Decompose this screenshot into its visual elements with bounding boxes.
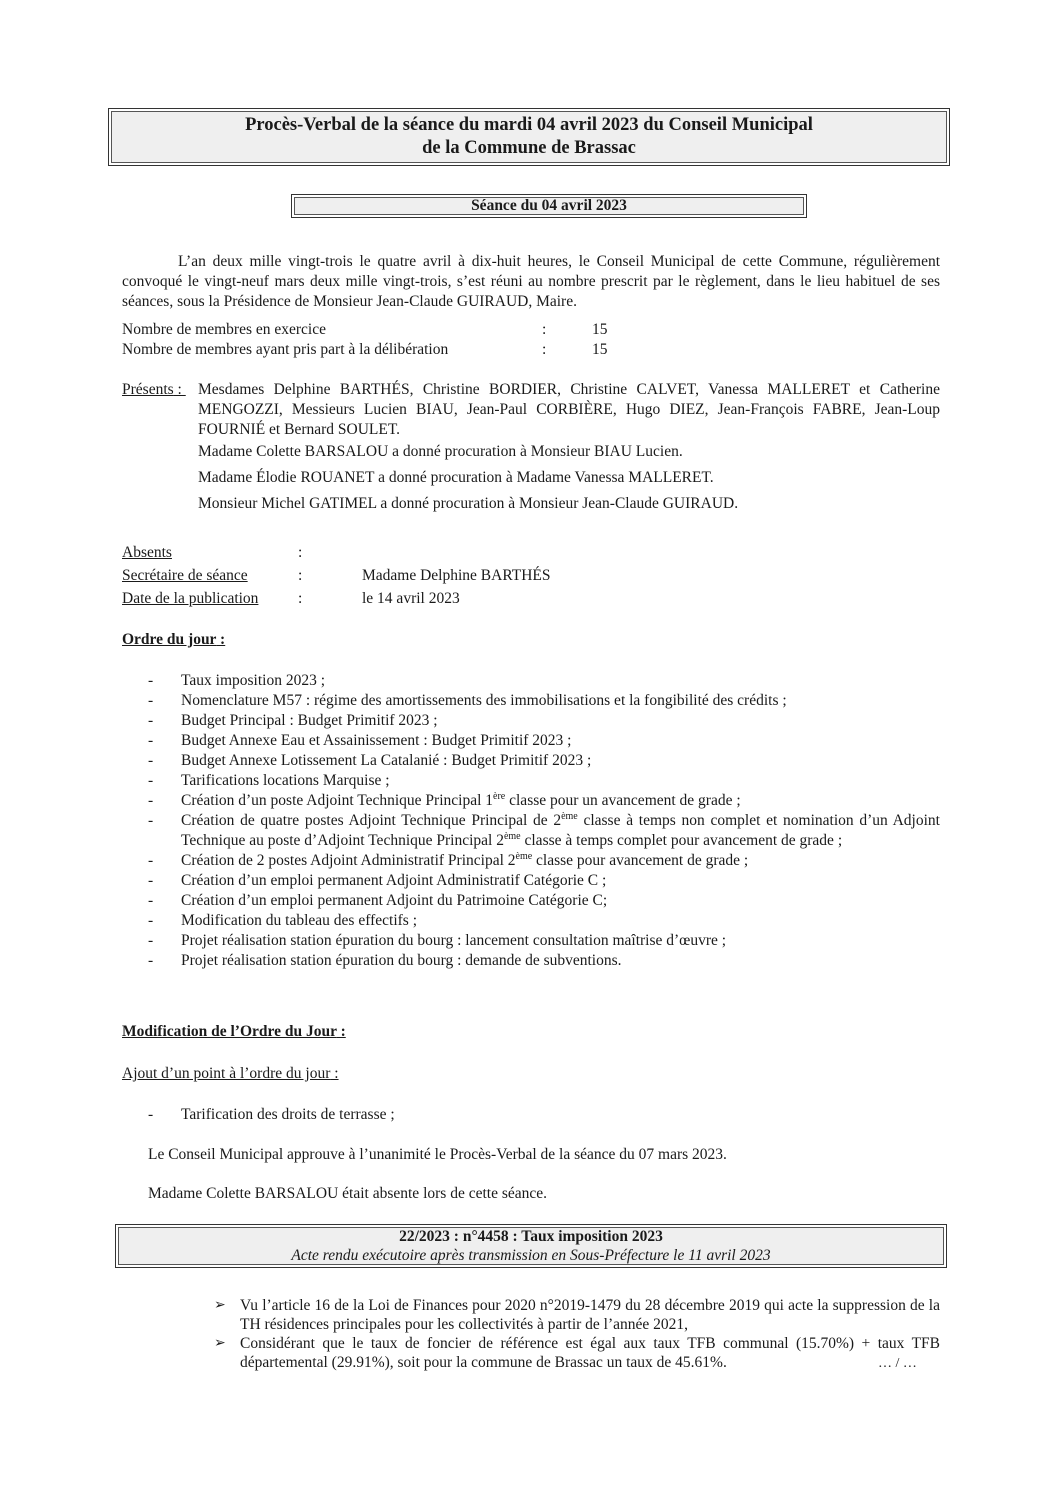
list-item [148,891,940,911]
agenda-item-sup: ème [515,850,533,862]
procuration-line: Madame Élodie ROUANET a donné procuration à Madame Vanessa MALLERET. [198,469,714,486]
presents-label: Présents [122,381,174,398]
agenda-item-sup: ère [493,790,506,802]
agenda-item-text: Taux imposition 2023 ; [181,672,326,689]
agenda-heading [122,630,225,650]
agenda-heading-suffix: : [216,631,226,648]
dash-marker: - [148,932,154,949]
agenda-item-text: Projet réalisation station épuration du bourg : lancement consultation maîtrise d’œuvre ; [181,932,727,949]
dash-marker: - [148,692,154,709]
list-item [148,691,940,711]
list-item [214,1296,940,1334]
info-row [122,587,722,610]
title-box [108,108,950,166]
arrow-bullet-icon: ➢ [214,1336,226,1351]
info-value: le 14 avril 2023 [362,590,460,607]
considerant-text: Vu l’article 16 de la Loi de Finances pour 2020 n°2019-1479 du 28 décembre 2019 qui acte la suppression de la TH résidences principales pour les collectivités à partir de l’année 2021, [240,1297,940,1333]
agenda-item-text: Budget Principal : Budget Primitif 2023 ; [181,712,438,729]
list-item [148,811,940,851]
members-label: Nombre de membres ayant pris part à la délibération [122,341,449,358]
dash-marker: - [148,952,154,969]
info-label: Absents [122,544,172,561]
dash-marker: - [148,872,154,889]
dash-marker: - [148,892,154,909]
dash-marker: - [148,812,154,829]
list-item [148,711,940,731]
dash-marker: - [148,712,154,729]
agenda-item-text: Création d’un emploi permanent Adjoint Administratif Catégorie C ; [181,872,607,889]
info-colon: : [298,544,303,561]
presents-sep: : [173,381,186,398]
session-info [122,541,722,610]
info-label: Secrétaire de séance [122,567,248,584]
members-colon: : [542,321,547,338]
list-item [148,851,940,871]
added-item [148,1105,395,1125]
dash-marker: - [148,1106,154,1123]
addition-subheading-suffix: : [330,1065,339,1082]
modification-heading [122,1022,346,1042]
list-item [214,1334,940,1372]
agenda-item-text [181,791,940,811]
deliberation-subtitle: Acte rendu exécutoire après transmission en Sous-Préfecture le 11 avril 2023 [291,1247,771,1264]
addition-subheading-text: Ajout d’un point à l’ordre du jour [122,1065,331,1082]
added-item-text: Tarification des droits de terrasse ; [181,1106,395,1123]
addition-subheading [122,1064,339,1084]
members-value: 15 [592,341,608,358]
info-label: Date de la publication [122,590,259,607]
deliberation-box [115,1224,947,1268]
agenda-item-part: classe pour un avancement de grade ; [505,792,741,809]
agenda-item-sup: ème [503,830,521,842]
list-item [148,791,940,811]
session-box [291,194,807,218]
arrow-bullet-icon: ➢ [214,1298,226,1313]
session-title: Séance du 04 avril 2023 [471,197,627,214]
absence-paragraph: Madame Colette BARSALOU était absente lors de cette séance. [148,1185,547,1202]
info-row [122,541,722,564]
presents-head [122,380,940,440]
members-value: 15 [592,321,608,338]
agenda-item-text [181,811,940,851]
dash-marker: - [148,672,154,689]
dash-marker: - [148,772,154,789]
info-colon: : [298,567,303,584]
agenda-item-part: classe à temps non complet et nomination d’un Adjoint Technique au poste d’Adjoint Technique Principal 2 [181,812,940,849]
considerant-text: Considérant que le taux de foncier de référence est égal aux taux TFB communal (15.70%) + taux TFB départemental (29.91%), soit pour la commune de Brassac un taux de 45.61%. [240,1335,940,1371]
procuration-line: Monsieur Michel GATIMEL a donné procuration à Monsieur Jean-Claude GUIRAUD. [198,495,739,512]
list-item [148,731,940,751]
approval-paragraph: Le Conseil Municipal approuve à l’unanimité le Procès-Verbal de la séance du 07 mars 2023. [148,1146,727,1163]
list-item [148,871,940,891]
modification-heading-suffix: : [336,1023,346,1040]
modification-heading-text: Modification de l’Ordre du Jour [122,1023,337,1040]
dash-marker: - [148,852,154,869]
agenda-item-text: Budget Annexe Lotissement La Catalanié : Budget Primitif 2023 ; [181,752,592,769]
agenda-item-part: Création de quatre postes Adjoint Technique Principal de 2 [181,812,562,829]
info-row [122,564,722,587]
list-item [148,931,940,951]
agenda-item-text: Création d’un emploi permanent Adjoint du Patrimoine Catégorie C; [181,892,608,909]
members-count [122,320,682,360]
page-continuation: … / … [878,1356,917,1371]
members-label: Nombre de membres en exercice [122,321,326,338]
dash-marker: - [148,792,154,809]
considerants-list [214,1296,940,1372]
list-item [148,911,940,931]
title-line-1: Procès-Verbal de la séance du mardi 04 avril 2023 du Conseil Municipal [245,115,813,135]
dash-marker: - [148,732,154,749]
agenda-item-text: Nomenclature M57 : régime des amortissements des immobilisations et la fongibilité des crédits ; [181,692,787,709]
agenda-item-text [181,851,940,871]
presents-label-wrap [122,380,198,440]
dash-marker: - [148,912,154,929]
agenda-item-part: Création d’un poste Adjoint Technique Principal 1 [181,792,494,809]
members-row [122,320,682,340]
agenda-item-part: classe à temps complet pour avancement de grade ; [520,832,843,849]
agenda-item-text: Tarifications locations Marquise ; [181,772,390,789]
agenda-heading-text: Ordre du jour [122,631,217,648]
procuration-line: Madame Colette BARSALOU a donné procuration à Monsieur BIAU Lucien. [198,443,683,460]
members-row [122,340,682,360]
info-colon: : [298,590,303,607]
list-item [148,951,940,971]
agenda-item-text: Budget Annexe Eau et Assainissement : Budget Primitif 2023 ; [181,732,572,749]
presents-section [122,380,940,440]
info-value [362,541,722,564]
info-value: Madame Delphine BARTHÉS [362,567,551,584]
agenda-item-text: Modification du tableau des effectifs ; [181,912,418,929]
agenda-list [148,671,940,971]
agenda-item-part: Création de 2 postes Adjoint Administratif Principal 2 [181,852,516,869]
agenda-item-text: Projet réalisation station épuration du bourg : demande de subventions. [181,952,622,969]
presents-text: Mesdames Delphine BARTHÉS, Christine BORDIER, Christine CALVET, Vanessa MALLERET et Catherine MENGOZZI, Messieurs Lucien BIAU, Jean-Paul CORBIÈRE, Hugo DIEZ, Jean-François FABRE, Jean-Loup FOURNIÉ et Bernard SOULET. [198,381,940,438]
list-item [148,751,940,771]
deliberation-title: 22/2023 : n°4458 : Taux imposition 2023 [399,1228,663,1245]
list-item [148,771,940,791]
agenda-item-sup: ème [561,810,578,822]
dash-marker: - [148,752,154,769]
title-line-2: de la Commune de Brassac [422,138,636,158]
agenda-item-part: classe pour avancement de grade ; [532,852,749,869]
members-colon: : [542,341,547,358]
list-item [148,671,940,691]
intro-paragraph: L’an deux mille vingt-trois le quatre avril à dix-huit heures, le Conseil Municipal de cette Commune, régulièrement convoqué le vingt-neuf mars deux mille vingt-trois, s’est réuni au nombre prescrit par le règlement, dans le lieu habituel de ses séances, sous la Présidence de Monsieur Jean-Claude GUIRAUD, Maire. [122,253,940,310]
